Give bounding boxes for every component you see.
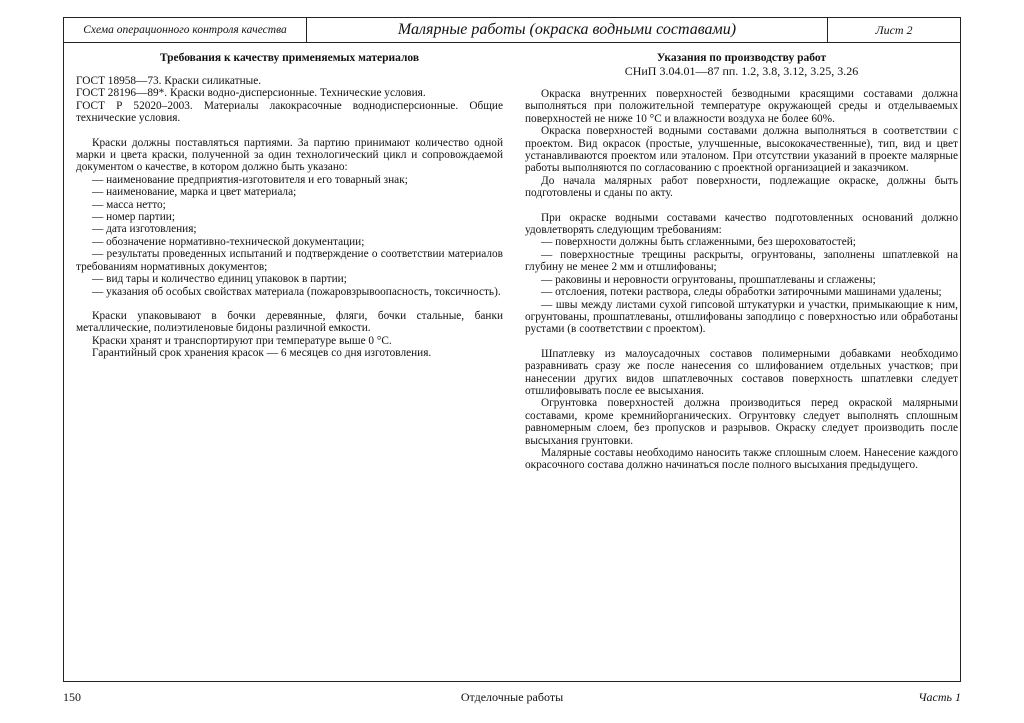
supply-item: — наименование предприятия-изготовителя и его товарный знак; [92,173,408,186]
storage-para: Гарантийный срок хранения красок — 6 месяцев со дня изготовления. [92,347,432,360]
requirement-item: — швы между листами сухой гипсовой штукатурки и участки, примыкающие к ним, огрунтованы, прошпатлеваны, отшлифованы заподлицо с поверхностью или обработаны рустами (в соответствии с проектом). [525,298,958,336]
right-title: Указания по производству работ [656,52,827,64]
header-left: Схема операционного контроля качества [64,18,307,42]
requirement-item: — раковины и неровности огрунтованы, прошпатлеваны и сглажены; [541,273,876,286]
right-para: Окраска поверхностей водными составами должна выполняться в соответствии с проектом. Вид окрасок (простые, улучшенные, высококачественные), тип, вид и цвет устанавливаются проектом или эталоном. При отсутствии указаний в проекте малярные работы выполняются по согласованию с проектной организацией и заказчиком. [525,125,958,175]
gost-line: ГОСТ 28196—89*. Краски водно-дисперсионные. Технические условия. [76,87,426,100]
requirement-item: — отслоения, потеки раствора, следы обработки затирочными машинами удалены; [541,286,942,299]
header-sheet: Лист 2 [875,22,913,37]
requirement-item: — поверхностные трещины раскрыты, огрунтованы, заполнены шпатлевкой на глубину не менее 2 мм и отшлифованы; [525,248,958,274]
supply-item: — наименование, марка и цвет материала; [92,186,297,199]
right-para: Шпатлевку из малоусадочных составов полимерными добавками необходимо разравнивать сразу же после нанесения со шлифованием отдельных участков; при нанесении других видов шпатлевочных составов поверхность шпатлевки следует отшлифовывать после ее высыхания. [525,347,958,397]
right-para: Огрунтовка поверхностей должна производиться перед окраской малярными составами, кроме кремнийорганических. Огрунтовку следует выполнять сплошным равномерным слоем, без пропусков и разрывов. Окраску следует производить после высыхания грунтовки. [525,397,958,447]
left-column [76,52,503,360]
right-para: Малярные составы необходимо наносить также сплошным слоем. Нанесение каждого окрасочного состава должно начинаться после полного высыхания предыдущего. [525,446,958,472]
footer-section: Отделочные работы [460,690,564,704]
storage-para: Краски хранят и транспортируют при температуре выше 0 °С. [92,334,392,347]
header-table [63,17,961,43]
supply-item: — номер партии; [92,211,175,224]
gost-line: ГОСТ 18958—73. Краски силикатные. [76,75,262,87]
right-para: Окраска внутренних поверхностей безводными красящими составами должна выполняться при положительной температуре окружающей среды и отделываемых поверхностей не ниже 10 °С и влажности воздуха не более 60%. [525,88,958,125]
page-number: 150 [63,690,81,704]
storage-para: Краски упаковывают в бочки деревянные, фляги, бочки стальные, банки металлические, полиэтиленовые бидоны различной емкости. [76,309,503,335]
supply-item: — масса нетто; [92,198,166,211]
requirements-intro: При окраске водными составами качество подготовленных оснований должно удовлетворять следующим требованиям: [525,211,958,237]
footer-part: Часть 1 [918,690,961,704]
supply-item: — обозначение нормативно-технической документации; [92,235,365,248]
right-column [525,52,958,472]
header-title: Малярные работы (окраска водными составами) [307,18,828,42]
supply-item: — дата изготовления; [92,223,197,236]
right-subtitle: СНиП 3.04.01—87 пп. 1.2, 3.8, 3.12, 3.25, 3.26 [624,64,859,78]
gost-line: ГОСТ Р 52020–2003. Материалы лакокрасочные воднодисперсионные. Общие технические условия. [76,99,503,125]
supply-item: — результаты проведенных испытаний и подтверждение о соответствии материалов требованиям нормативных документов; [76,248,503,273]
right-para: До начала малярных работ поверхности, подлежащие окраске, должны быть подготовлены и сданы по акту. [525,174,958,200]
supply-item: — указания об особых свойствах материала (пожаровзрывоопасность, токсичность). [92,285,501,298]
left-title: Требования к качеству применяемых материалов [159,52,420,64]
supply-intro: Краски должны поставляться партиями. За партию принимают количество одной марки и цвета краски, полученной за один технологический цикл и сопровождаемой документом о качестве, в котором должно быть указано: [76,136,503,174]
requirement-item: — поверхности должны быть сглаженными, без шероховатостей; [541,236,856,249]
supply-item: — вид тары и количество единиц упаковок в партии; [92,273,347,286]
